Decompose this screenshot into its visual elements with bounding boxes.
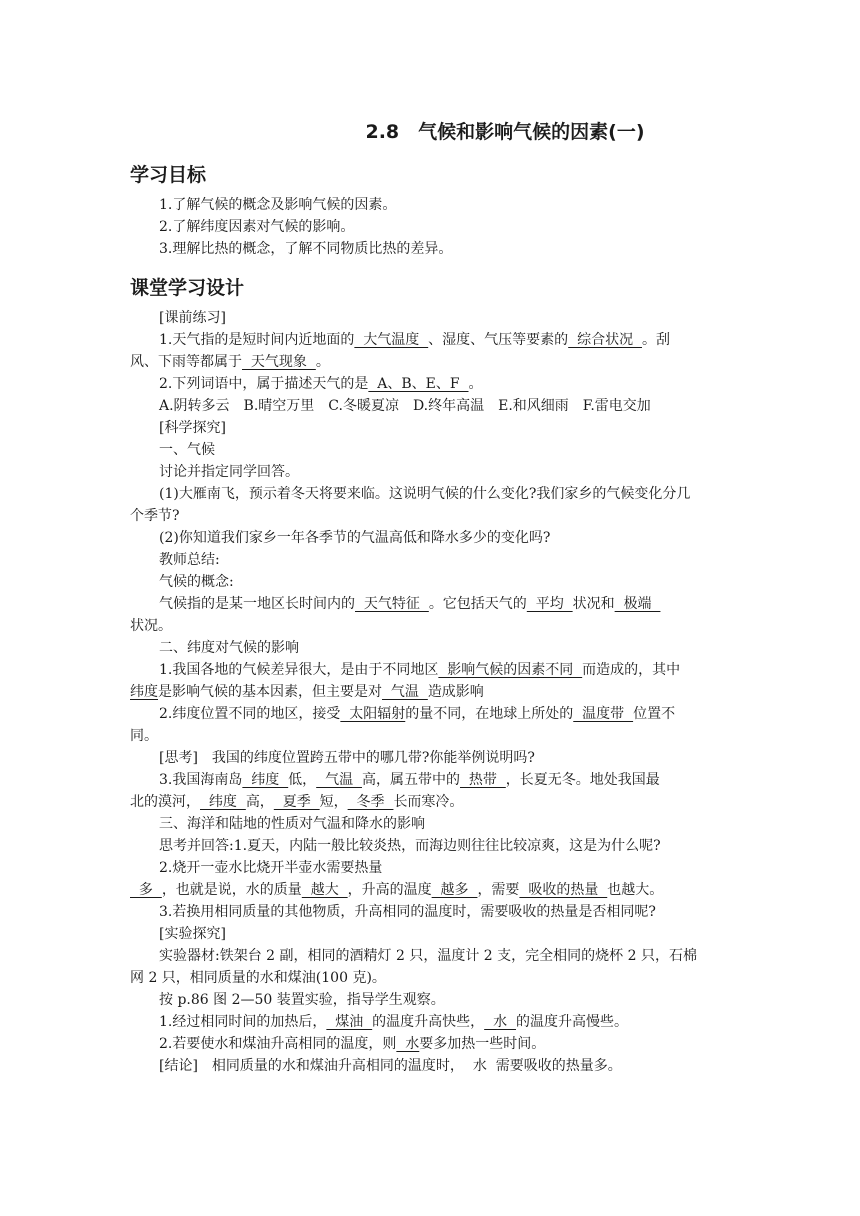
climate-definition-line-1 (130, 593, 764, 615)
answer-blank: 夏季 (273, 794, 320, 810)
answer-blank: 水 (463, 1058, 496, 1074)
teacher-summary: 教师总结: (159, 552, 220, 568)
text-segment: 长而寒冷。 (393, 794, 464, 810)
text-segment: 短， (319, 794, 348, 810)
text-segment: 3.我国海南岛 (159, 772, 243, 788)
text-segment: ，升高的温度 (347, 882, 432, 898)
text-segment: 。它包括天气的 (428, 596, 527, 612)
text-segment: 2.纬度位置不同的地区，接受 (159, 706, 341, 722)
observation-1 (130, 1011, 764, 1033)
text-segment: 北的漠河， (130, 794, 200, 810)
text-segment: 。 (315, 354, 330, 370)
answer-blank: 煤油 (326, 1014, 373, 1030)
text-segment: 的温度升高快些， (372, 1014, 485, 1030)
section-heading-design: 课堂学习设计 (130, 277, 245, 299)
answer-blank: 气温 (382, 684, 428, 700)
text-segment: 。刮 (641, 332, 670, 348)
text-segment: 状况和 (572, 596, 615, 612)
answer-blank: 吸收的热量 (519, 882, 608, 898)
boil-question: 2.烧开一壶水比烧开半壶水需要热量 (159, 860, 383, 876)
answer-blank: 越大 (301, 882, 348, 898)
setup-instruction: 按 p.86 图 2—50 装置实验，指导学生观察。 (159, 992, 445, 1008)
answer-blank: 极端 (614, 596, 661, 612)
part-3-heading: 三、海洋和陆地的性质对气温和降水的影响 (159, 816, 425, 832)
latitude-1-line-1 (130, 659, 764, 681)
text-segment: 需要吸收的热量多。 (495, 1058, 622, 1074)
science-explore-label: [科学探究] (159, 420, 226, 436)
answer-blank: 越多 (431, 882, 478, 898)
discuss-q1-line-1: (1)大雁南飞，预示着冬天将要来临。这说明气候的什么变化?我们家乡的气候变化分几 (159, 486, 691, 502)
observation-2 (130, 1033, 764, 1055)
climate-definition-line-2: 状况。 (130, 618, 172, 634)
text-segment: ，需要 (477, 882, 520, 898)
text-segment: 的温度升高慢些。 (515, 1014, 628, 1030)
answer-blank: 天气现象 (242, 354, 316, 370)
text-segment: ，长夏无冬。地处我国最 (505, 772, 660, 788)
climate-concept-label: 气候的概念: (159, 574, 234, 590)
think-answer-1: 思考并回答:1.夏天，内陆一般比较炎热，而海边则往往比较凉爽，这是为什么呢? (159, 838, 661, 854)
objective-item-3: 3.理解比热的概念，了解不同物质比热的差异。 (159, 241, 453, 257)
discuss-q1-line-2: 个季节? (130, 508, 180, 524)
answer-blank: 温度带 (573, 706, 634, 722)
question-2-options: A.阴转多云 B.晴空万里 C.冬暖夏凉 D.终年高温 E.和风细雨 F.雷电交加 (159, 398, 651, 414)
answer-blank: 大气温度 (354, 332, 429, 348)
answer-blank: 综合状况 (568, 332, 642, 348)
text-segment: 2.若要使水和煤油升高相同的温度，则 (159, 1036, 397, 1052)
answer-blank: 水 (484, 1014, 516, 1030)
part-1-heading: 一、气候 (159, 442, 215, 458)
latitude-2-line-2: 同。 (130, 728, 158, 744)
text-segment: 要多加热一些时间。 (419, 1036, 546, 1052)
boil-answer-line (130, 879, 735, 901)
text-segment: 风、下雨等都属于 (130, 354, 242, 370)
text-segment: 位置不 (633, 706, 676, 722)
text-segment: 高， (245, 794, 274, 810)
latitude-3-line-1 (130, 769, 764, 791)
page-title (0, 117, 860, 144)
latitude-1-line-2 (130, 681, 735, 703)
text-segment: 是影响气候的基本因素，但主要是对 (158, 684, 382, 700)
text-segment: 也越大。 (607, 882, 664, 898)
equipment-line-2: 网 2 只，相同质量的水和煤油(100 克)。 (130, 970, 386, 986)
answer-blank: 冬季 (347, 794, 394, 810)
question-2 (130, 373, 764, 395)
text-segment: 2.下列词语中，属于描述天气的是 (159, 376, 369, 392)
text-segment: 低， (288, 772, 317, 788)
conclusion (130, 1055, 764, 1077)
text-segment: 、湿度、气压等要素的 (428, 332, 569, 348)
think-question: [思考] 我国的纬度位置跨五带中的哪几带?你能举例说明吗? (159, 750, 535, 766)
text-segment: [结论] 相同质量的水和煤油升高相同的温度时， (159, 1058, 464, 1074)
answer-blank: 太阳辐射 (340, 706, 406, 722)
discuss-text: 讨论并指定同学回答。 (159, 464, 299, 480)
text-segment: 的量不同，在地球上所处的 (405, 706, 574, 722)
text-segment: 而造成的，其中 (582, 662, 681, 678)
answer-blank: 纬度 (200, 794, 246, 810)
latitude-2-line-1 (130, 703, 764, 725)
text-segment: 。 (468, 376, 483, 392)
answer-blank: 水 (396, 1036, 420, 1052)
section-heading-objectives: 学习目标 (130, 164, 207, 186)
answer-blank: 天气特征 (355, 596, 429, 612)
text-segment: 高，属五带中的 (361, 772, 460, 788)
text-segment: 造成影响 (427, 684, 484, 700)
answer-blank: A、B、E、F (368, 376, 469, 392)
question-3: 3.若换用相同质量的其他物质，升高相同的温度时，需要吸收的热量是否相同呢? (159, 904, 656, 920)
discuss-q2: (2)你知道我们家乡一年各季节的气温高低和降水多少的变化吗? (159, 530, 551, 546)
objective-item-1: 1.了解气候的概念及影响气候的因素。 (159, 197, 397, 213)
part-2-heading: 二、纬度对气候的影响 (159, 640, 299, 656)
answer-blank: 多 (130, 882, 162, 898)
text-segment: 气候指的是某一地区长时间内的 (159, 596, 355, 612)
objective-item-2: 2.了解纬度因素对气候的影响。 (159, 219, 355, 235)
text-segment: 1.我国各地的气候差异很大，是由于不同地区 (159, 662, 439, 678)
pre-exercise-label: [课前练习] (159, 310, 226, 326)
latitude-3-line-2 (130, 791, 735, 813)
text-segment: 1.天气指的是短时间内近地面的 (159, 332, 355, 348)
answer-blank: 气温 (316, 772, 362, 788)
answer-blank: 平均 (526, 596, 573, 612)
answer-blank: 纬度 (242, 772, 289, 788)
answer-blank: 影响气候的因素不同 (438, 662, 583, 678)
question-1-line-1 (130, 329, 764, 351)
text-segment: 2.8 气候和影响气候的因素(一) (365, 121, 645, 143)
answer-blank: 纬度 (130, 684, 158, 700)
equipment-line-1: 实验器材:铁架台 2 副，相同的酒精灯 2 只，温度计 2 支，完全相同的烧杯 2 只，石棉 (159, 948, 697, 964)
text-segment: 1.经过相同时间的加热后， (159, 1014, 327, 1030)
answer-blank: 热带 (459, 772, 506, 788)
question-1-line-2 (130, 351, 735, 373)
experiment-label: [实验探究] (159, 926, 226, 942)
text-segment: ，也就是说，水的质量 (161, 882, 302, 898)
